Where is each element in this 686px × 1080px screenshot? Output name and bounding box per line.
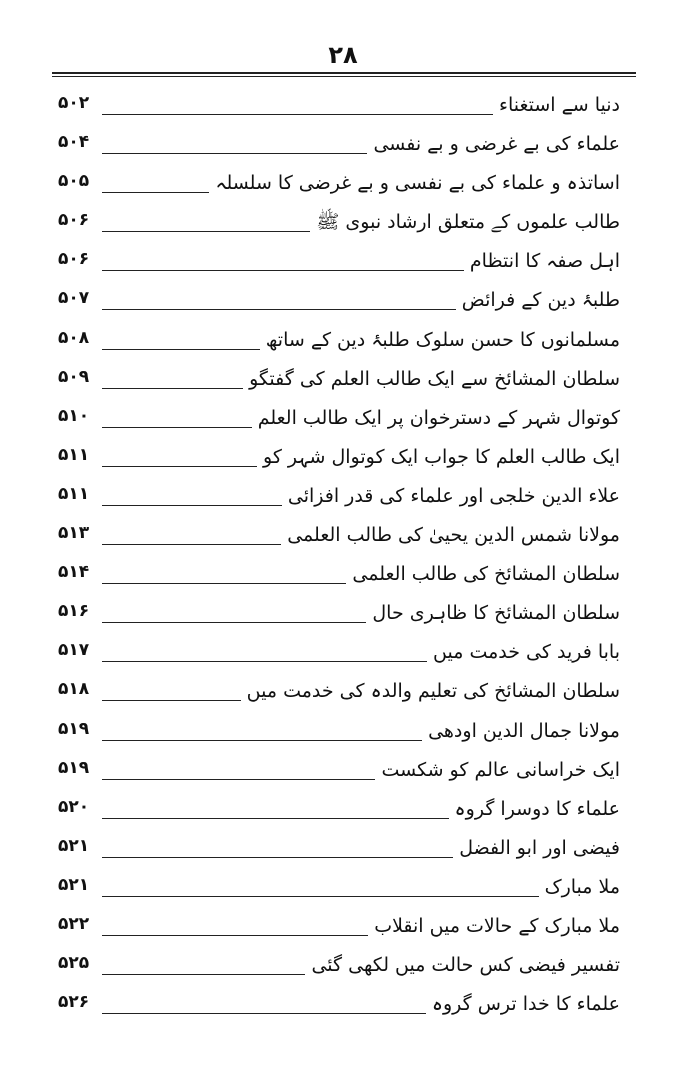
toc-leader-line	[102, 1013, 426, 1014]
toc-leader-line	[102, 974, 305, 975]
toc-leader-line	[102, 192, 209, 193]
toc-entry-title: مولانا شمس الدین یحییٰ کی طالب العلمی	[287, 524, 620, 547]
toc-entry	[58, 162, 620, 201]
toc-entry	[58, 397, 620, 436]
toc-entry-title: بابا فرید کی خدمت میں	[433, 641, 620, 664]
toc-entry-title: اساتذہ و علماء کی بے نفسی و بے غرضی کا سلسلہ	[215, 172, 620, 195]
toc-entry-page: ۵۲۱	[58, 874, 90, 895]
toc-entry-page: ۵۰۵	[58, 171, 90, 192]
toc-entry	[58, 201, 620, 240]
toc-entry-title: طلبۂ دین کے فرائض	[461, 289, 620, 312]
table-of-contents	[58, 84, 620, 1022]
toc-leader-line	[102, 779, 375, 780]
toc-entry	[58, 553, 620, 592]
toc-entry-page: ۵۲۱	[58, 835, 90, 856]
page-number: ۲۸	[328, 41, 358, 69]
toc-entry	[58, 592, 620, 631]
toc-entry	[58, 866, 620, 905]
toc-leader-line	[102, 388, 243, 389]
toc-entry-title: علماء کی بے غرضی و بے نفسی	[373, 133, 620, 156]
toc-entry-title: سلطان المشائخ سے ایک طالب العلم کی گفتگو	[249, 367, 620, 390]
toc-entry-page: ۵۰۸	[58, 327, 90, 348]
toc-entry-page: ۵۱۰	[58, 405, 90, 426]
toc-entry-page: ۵۱۴	[58, 562, 90, 583]
toc-leader-line	[102, 505, 282, 506]
toc-leader-line	[102, 309, 456, 310]
toc-leader-line	[102, 700, 241, 701]
toc-entry-title: ایک طالب العلم کا جواب ایک کوتوال شہر کو	[263, 445, 620, 468]
toc-entry	[58, 436, 620, 475]
toc-entry	[58, 749, 620, 788]
toc-entry-page: ۵۱۸	[58, 679, 90, 700]
toc-leader-line	[102, 622, 366, 623]
toc-leader-line	[102, 740, 422, 741]
header-rule	[52, 72, 636, 74]
toc-entry-page: ۵۲۶	[58, 992, 90, 1013]
toc-leader-line	[102, 270, 464, 271]
toc-entry-title: اہل صفہ کا انتظام	[469, 250, 620, 273]
toc-entry	[58, 944, 620, 983]
toc-entry-title: طالب علموں کے متعلق ارشاد نبوی ﷺ	[316, 211, 620, 234]
toc-leader-line	[102, 583, 346, 584]
toc-entry-page: ۵۰۷	[58, 288, 90, 309]
toc-leader-line	[102, 857, 453, 858]
toc-entry-title: ملا مبارک کے حالات میں انقلاب	[374, 914, 620, 937]
toc-entry-page: ۵۱۷	[58, 640, 90, 661]
toc-entry-title: سلطان المشائخ کی طالب العلمی	[352, 563, 620, 586]
toc-entry	[58, 475, 620, 514]
toc-entry	[58, 905, 620, 944]
toc-entry-page: ۵۱۱	[58, 483, 90, 504]
toc-entry-title: علماء کا دوسرا گروہ	[454, 797, 620, 820]
toc-entry-page: ۵۰۶	[58, 249, 90, 270]
toc-entry	[58, 319, 620, 358]
toc-leader-line	[102, 427, 252, 428]
toc-entry-title: ایک خراسانی عالم کو شکست	[381, 758, 620, 781]
toc-entry-title: ملا مبارک	[544, 875, 620, 898]
toc-entry-page: ۵۱۱	[58, 444, 90, 465]
toc-entry-page: ۵۲۵	[58, 953, 90, 974]
toc-entry-page: ۵۱۹	[58, 757, 90, 778]
toc-leader-line	[102, 466, 257, 467]
toc-leader-line	[102, 661, 427, 662]
toc-leader-line	[102, 231, 310, 232]
toc-entry-title: سلطان المشائخ کی تعلیم والدہ کی خدمت میں	[246, 680, 620, 703]
header-rule-thin	[52, 76, 636, 77]
toc-entry-page: ۵۰۴	[58, 132, 90, 153]
toc-entry	[58, 983, 620, 1022]
toc-leader-line	[102, 818, 449, 819]
toc-entry-page: ۵۰۶	[58, 210, 90, 231]
toc-leader-line	[102, 153, 367, 154]
toc-entry	[58, 631, 620, 670]
toc-entry	[58, 788, 620, 827]
toc-leader-line	[102, 935, 368, 936]
toc-leader-line	[102, 114, 493, 115]
toc-entry	[58, 514, 620, 553]
toc-entry-page: ۵۲۰	[58, 796, 90, 817]
toc-entry-title: علماء کا خدا ترس گروہ	[431, 993, 620, 1016]
toc-entry-page: ۵۱۶	[58, 601, 90, 622]
toc-entry	[58, 827, 620, 866]
toc-leader-line	[102, 896, 539, 897]
toc-entry-title: تفسیر فیضی کس حالت میں لکھی گئی	[311, 954, 620, 977]
toc-entry-title: مسلمانوں کا حسن سلوک طلبۂ دین کے ساتھ	[265, 328, 620, 351]
toc-entry-page: ۵۱۳	[58, 523, 90, 544]
toc-entry	[58, 240, 620, 279]
toc-entry-page: ۵۱۹	[58, 718, 90, 739]
toc-entry-title: مولانا جمال الدین اودھی	[428, 719, 620, 742]
toc-entry-title: فیضی اور ابو الفضل	[459, 836, 620, 859]
toc-entry	[58, 358, 620, 397]
toc-entry	[58, 84, 620, 123]
toc-entry-title: دنیا سے استغناء	[499, 94, 620, 116]
toc-entry-page: ۵۰۲	[58, 93, 90, 113]
toc-leader-line	[102, 349, 260, 350]
toc-leader-line	[102, 544, 281, 545]
toc-entry	[58, 670, 620, 709]
toc-entry	[58, 279, 620, 318]
toc-entry	[58, 710, 620, 749]
toc-entry-title: سلطان المشائخ کا ظاہری حال	[372, 602, 620, 625]
toc-entry-title: کوتوال شہر کے دسترخوان پر ایک طالب العلم	[257, 406, 620, 429]
toc-entry-page: ۵۰۹	[58, 366, 90, 387]
toc-entry-page: ۵۲۲	[58, 913, 90, 934]
toc-entry-title: علاء الدین خلجی اور علماء کی قدر افزائی	[287, 484, 620, 507]
toc-entry	[58, 123, 620, 162]
